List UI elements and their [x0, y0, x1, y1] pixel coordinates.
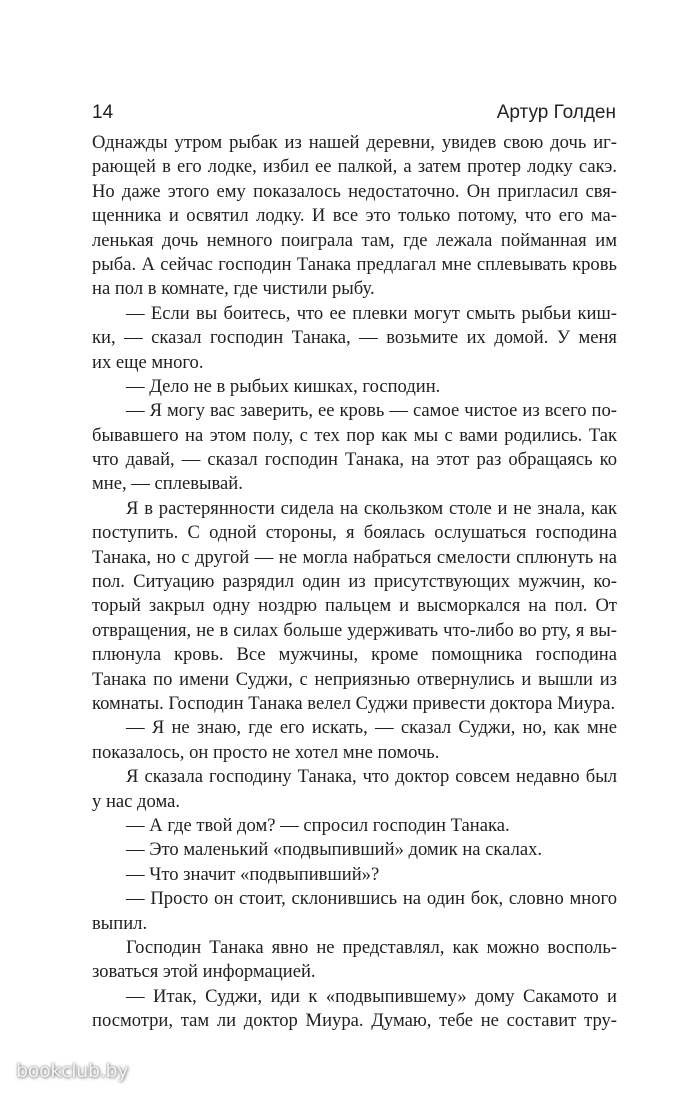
text-line: Господин Танака явно не представлял, как можно восполь-: [126, 936, 617, 958]
text-line: бывавшего на этом полу, с тех пор как мы с вами родились. Так: [92, 424, 617, 446]
text-line: показалось, он просто не хотел мне помочь.: [92, 741, 440, 763]
text-line: — Если вы боитесь, что ее плевки могут смыть рыбьи киш-: [126, 302, 617, 324]
text-line: плюнула кровь. Все мужчины, кроме помощника господина: [92, 644, 617, 666]
page-body-text: [92, 131, 617, 1033]
text-line: рыба. А сейчас господин Танака предлагал мне сплевывать кровь: [92, 253, 617, 275]
text-line: зоваться этой информацией.: [92, 961, 316, 983]
text-line: пол. Ситуацию разрядил один из присутствующих мужчин, ко-: [92, 571, 617, 593]
text-line: на пол в комнате, где чистили рыбу.: [92, 278, 375, 300]
text-line: — Я могу вас заверить, ее кровь — самое чистое из всего по-: [126, 400, 617, 422]
text-line: — А где твой дом? — спросил господин Танака.: [126, 814, 510, 836]
text-line: у нас дома.: [92, 790, 180, 812]
watermark-logo: bookclub.by: [16, 1060, 129, 1082]
text-line: Я сказала господину Танака, что доктор совсем недавно был: [126, 766, 617, 788]
running-header: [92, 102, 616, 126]
page-number: 14: [92, 102, 114, 123]
text-line: что давай, — сказал господин Танака, на этот раз обращаясь ко: [92, 449, 617, 471]
text-line: щенника и освятил лодку. И все это только потому, что его ма-: [92, 205, 617, 227]
text-line: — Я не знаю, где его искать, — сказал Суджи, но, как мне: [126, 717, 617, 739]
running-head-author: Артур Голден: [496, 102, 616, 123]
text-line: ленькая дочь немного поиграла там, где лежала пойманная им: [92, 229, 617, 251]
text-line: посмотри, там ли доктор Миура. Думаю, тебе не составит тру-: [92, 1010, 617, 1032]
text-line: Но даже этого ему показалось недостаточно. Он пригласил свя-: [92, 180, 617, 202]
text-line: Однажды утром рыбак из нашей деревни, увидев свою дочь иг-: [92, 132, 617, 153]
text-line: отвращения, не в силах больше удерживать что-либо во рту, я вы-: [92, 619, 617, 641]
text-line: Я в растерянности сидела на скользком столе и не знала, как: [126, 497, 617, 519]
text-line: — Просто он стоит, склонившись на один бок, словно много: [126, 888, 617, 910]
text-line: Танака, но с другой — не могла набраться смелости сплюнуть на: [92, 546, 617, 568]
text-line: — Итак, Суджи, иди к «подвыпившему» дому Сакамото и: [126, 985, 617, 1007]
text-line: комнаты. Господин Танака велел Суджи привести доктора Миура.: [92, 692, 616, 714]
text-line: рающей в его лодке, избил ее палкой, а затем протер лодку сакэ.: [92, 156, 617, 178]
text-line: — Это маленький «подвыпивший» домик на скалах.: [126, 839, 543, 861]
text-line: мне, — сплевывай.: [92, 473, 243, 495]
text-line: — Что значит «подвыпивший»?: [126, 863, 380, 885]
text-line: их еще много.: [92, 351, 204, 373]
text-line: выпил.: [92, 912, 148, 934]
text-line: ки, — сказал господин Танака, — возьмите их домой. У меня: [92, 327, 617, 349]
text-line: — Дело не в рыбьих кишках, господин.: [126, 375, 441, 397]
text-line: поступить. С одной стороны, я боялась ослушаться господина: [92, 522, 617, 544]
text-line: торый закрыл одну ноздрю пальцем и высморкался на пол. От: [92, 595, 617, 617]
text-line: Танака по имени Суджи, с неприязнью отвернулись и вышли из: [92, 668, 617, 690]
